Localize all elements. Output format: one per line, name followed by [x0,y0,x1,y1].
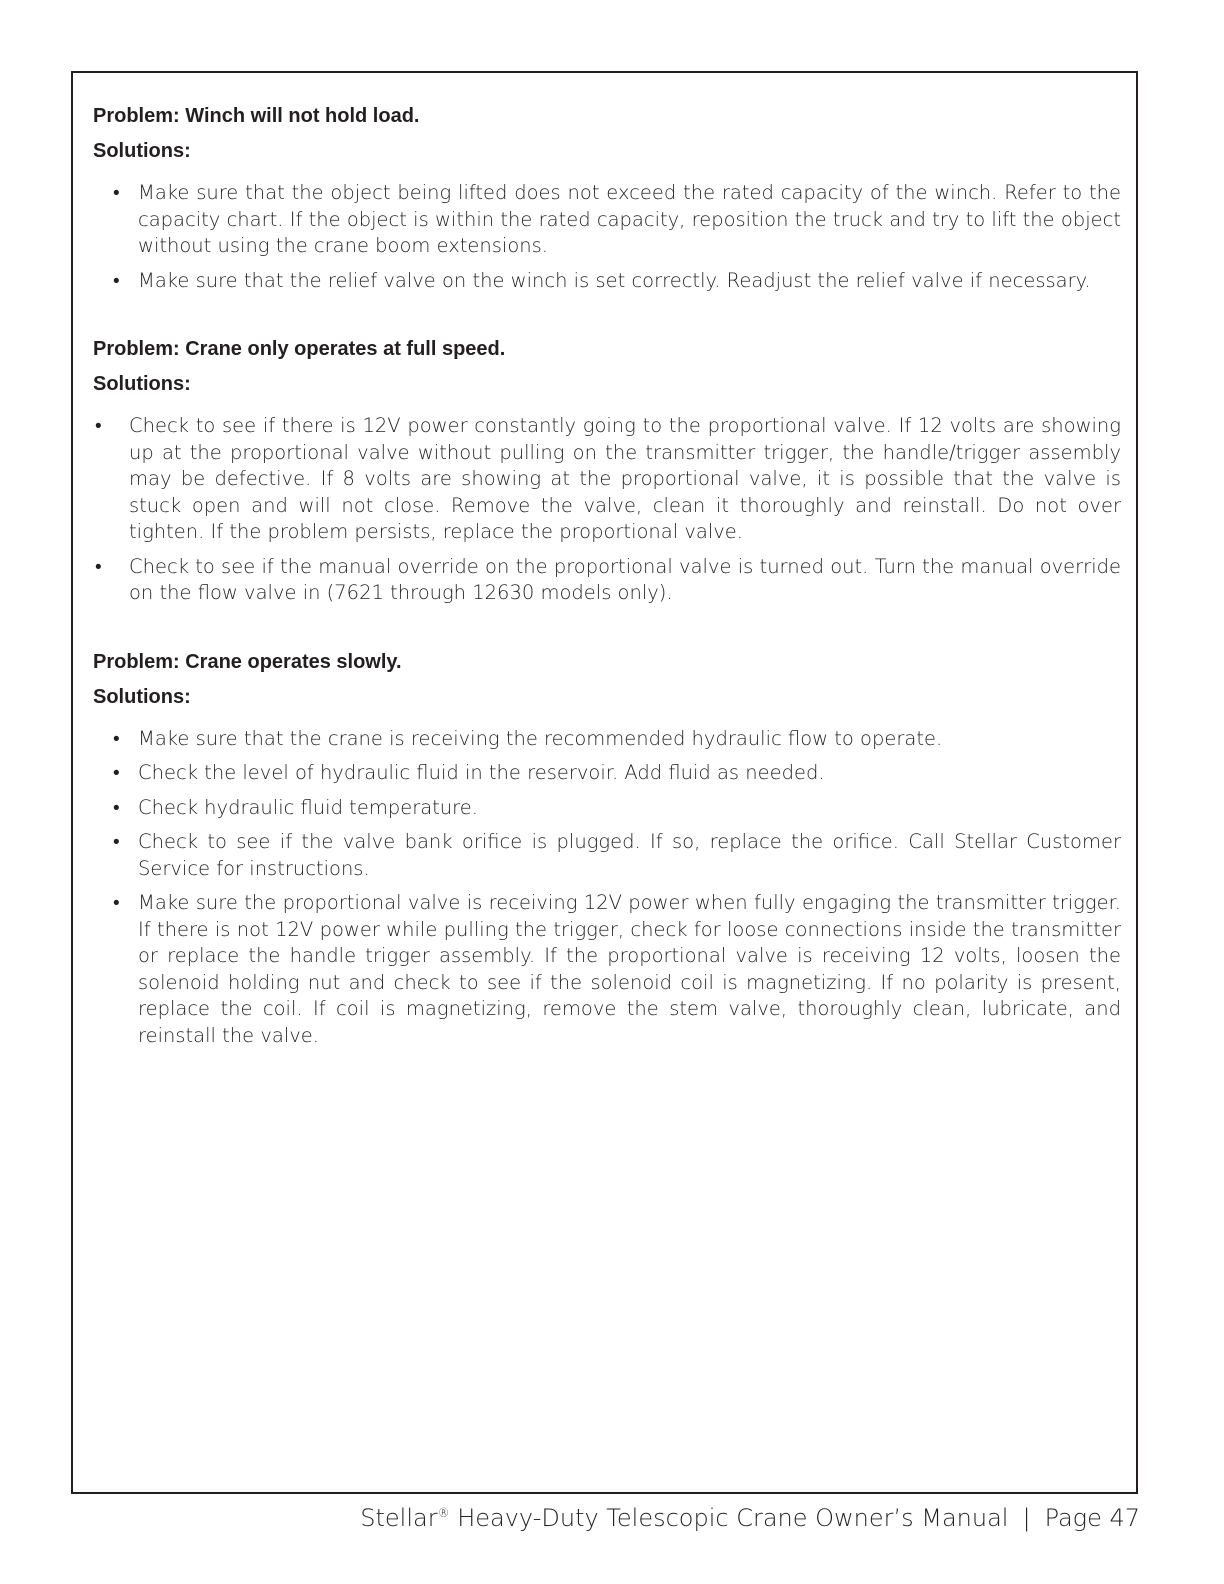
list-item [93,890,1121,1049]
solutions-label: Solutions: [93,140,191,162]
bullet-icon: • [95,415,102,437]
list-item-text: Make sure that the crane is receiving the recommended hydraulic flow to operate. [138,726,943,750]
list-item [93,795,1121,822]
section-full-speed [93,336,1121,607]
section-operates-slowly [93,649,1121,1050]
list-item [93,180,1121,260]
solutions-list [93,726,1121,1050]
list-item-text: Make sure that the object being lifted does not exceed the rated capacity of the winch. Refer to the capacity chart. If the object is within the rated capacity, reposition the truck and try to lift the object without using the crane boom extensions. [138,181,1121,257]
list-item [93,413,1121,546]
problem-title: Problem: Winch will not hold load. [93,105,420,127]
list-item-text: Check to see if there is 12V power constantly going to the proportional valve. If 12 volts are showing up at the proportional valve without pulling on the transmitter trigger, the handle/trigger assembly may be defective. If 8 volts are showing at the proportional valve, it is possible that the valve is stuck open and will not close. Remove the valve, clean it thoroughly and reinstall. Do not over tighten. If the problem persists, replace the proportional valve. [129,414,1121,543]
footer-separator: | [1022,1504,1031,1532]
bullet-icon: • [113,762,120,784]
problem-title: Problem: Crane operates slowly. [93,650,402,673]
list-item-text: Make sure that the relief valve on the winch is set correctly. Readjust the relief valve if necessary. [138,268,1091,292]
bullet-icon: • [113,182,120,204]
page-frame [71,71,1138,1494]
bullet-icon: • [113,269,120,292]
registered-mark: ® [437,1506,450,1520]
bullet-icon: • [95,555,102,578]
bullet-icon: • [113,796,120,819]
list-item-text: Check hydraulic fluid temperature. [138,795,478,819]
problem-title: Problem: Crane only operates at full speed. [93,338,506,360]
solutions-label: Solutions: [93,373,191,395]
list-item [93,268,1121,295]
list-item [93,760,1121,787]
solutions-list [93,413,1121,607]
list-item-text: Check to see if the valve bank orifice is plugged. If so, replace the orifice. Call Stellar Customer Service for instructions. [138,830,1121,880]
solutions-list [93,180,1121,294]
page-footer [360,1502,1140,1534]
bullet-icon: • [113,831,120,853]
section-winch-hold-load [93,103,1121,294]
list-item-text: Check the level of hydraulic fluid in the reservoir. Add fluid as needed. [138,761,825,784]
footer-title: Heavy-Duty Telescopic Crane Owner’s Manual [449,1504,1009,1532]
footer-brand: Stellar [360,1504,438,1532]
solutions-label: Solutions: [93,685,191,708]
bullet-icon: • [113,727,120,750]
content [93,103,1121,1091]
list-item-text: Check to see if the manual override on the proportional valve is turned out. Turn the manual override on the flow valve in (7621 through 12630 models only). [129,554,1121,604]
list-item-text: Make sure the proportional valve is receiving 12V power when fully engaging the transmitter trigger. If there is not 12V power while pulling the trigger, check for loose connections inside the transmitter or replace the handle trigger assembly. If the proportional valve is receiving 12 volts, loosen the solenoid holding nut and check to see if the solenoid coil is magnetizing. If no polarity is present, replace the coil. If coil is magnetizing, remove the stem valve, thoroughly clean, lubricate, and reinstall the valve. [138,891,1121,1047]
list-item [93,726,1121,753]
list-item [93,554,1121,607]
bullet-icon: • [113,892,120,914]
page-number: Page 47 [1044,1504,1140,1532]
list-item [93,829,1121,882]
